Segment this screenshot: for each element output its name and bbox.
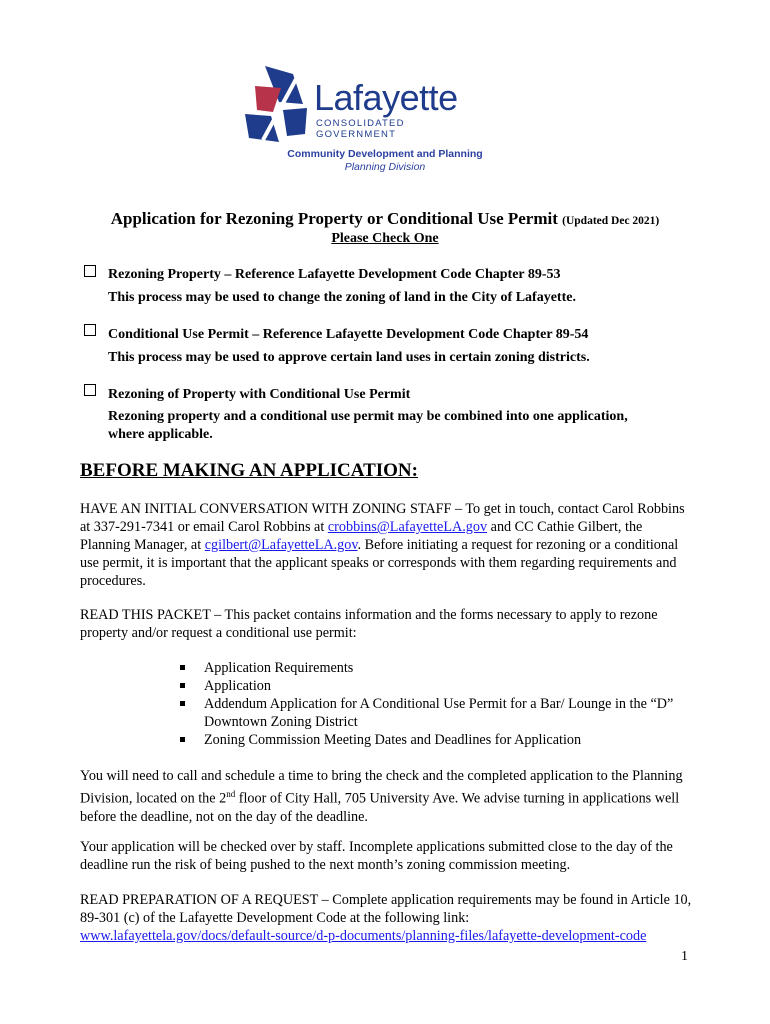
option-combined-label: Rezoning of Property with Conditional Use Permit: [108, 387, 411, 402]
rezoning-with-cup-checkbox[interactable]: [84, 384, 96, 396]
bullet-icon: [180, 737, 185, 742]
list-item-text: Addendum Application for A Conditional Use Permit for a Bar/ Lounge in the “D” Downtown Zoning District: [204, 696, 674, 730]
list-item-text: Zoning Commission Meeting Dates and Deadlines for Application: [204, 732, 582, 748]
list-item: [180, 659, 700, 677]
department-name: Community Development and Planning: [287, 148, 483, 160]
paragraph-zoning-staff: [80, 500, 695, 590]
logo-name: Lafayette: [314, 77, 458, 118]
paragraph-preparation: [80, 891, 695, 945]
page-number: 1: [681, 949, 688, 964]
list-item: [180, 731, 700, 749]
conditional-use-checkbox[interactable]: [84, 324, 96, 336]
division-name: Planning Division: [344, 161, 426, 173]
bullet-icon: [180, 701, 185, 706]
title-updated: (Updated Dec 2021): [562, 215, 660, 227]
option-rezoning-label: Rezoning Property – Reference Lafayette Development Code Chapter 89-53: [108, 267, 561, 282]
lafayette-logo: [243, 64, 463, 144]
logo-subtitle: CONSOLIDATED GOVERNMENT: [316, 118, 405, 140]
p3-text-b: floor of City Hall, 705 University Ave. We advise turning in applications well before the deadline, not on the day of the deadline.: [80, 790, 680, 825]
paragraph-checked-by-staff: Your application will be checked over by staff. Incomplete applications submitted close to the day of the deadline run the risk of being pushed to the next month’s zoning commission meeting.: [80, 839, 673, 873]
title-main: Application for Rezoning Property or Conditional Use Permit: [110, 209, 558, 228]
check-one-instruction: Please Check One: [331, 231, 439, 246]
rezoning-checkbox[interactable]: [84, 265, 96, 277]
bullet-icon: [180, 665, 185, 670]
bullet-icon: [180, 683, 185, 688]
page-title: [0, 209, 770, 229]
logo-mark-icon: [243, 64, 313, 144]
option-conditional-label: Conditional Use Permit – Reference Lafayette Development Code Chapter 89-54: [108, 327, 589, 342]
p5-text: READ PREPARATION OF A REQUEST – Complete application requirements may be found in Article 10, 89-301 (c) of the Lafayette Development Code at the following link:: [80, 892, 692, 926]
development-code-link[interactable]: www.lafayettela.gov/docs/default-source/d-p-documents/planning-files/lafayette-development-code: [80, 928, 647, 944]
email-link-crobbins[interactable]: crobbins@LafayetteLA.gov: [327, 519, 488, 535]
packet-list: [180, 659, 700, 749]
list-item: [180, 695, 700, 731]
paragraph-schedule: [80, 767, 695, 826]
option-conditional-description: This process may be used to approve certain land uses in certain zoning districts.: [108, 350, 590, 365]
list-item-text: Application Requirements: [204, 660, 354, 676]
list-item-text: Application: [204, 678, 271, 694]
paragraph-read-packet: READ THIS PACKET – This packet contains information and the forms necessary to apply to rezone property and/or request a conditional use permit:: [80, 607, 658, 641]
p3-superscript: nd: [226, 789, 236, 799]
option-rezoning-description: This process may be used to change the zoning of land in the City of Lafayette.: [108, 290, 576, 305]
option-combined-description: Rezoning property and a conditional use permit may be combined into one application,: [108, 409, 628, 424]
option-combined-description-2: where applicable.: [108, 427, 213, 442]
list-item: [180, 677, 700, 695]
section-heading: BEFORE MAKING AN APPLICATION:: [80, 460, 418, 481]
email-link-cgilbert[interactable]: cgilbert@LafayetteLA.gov: [204, 537, 358, 553]
p1-text-a: HAVE AN INITIAL CONVERSATION WITH ZONING STAFF – To get in touch, contact Carol Robbins at 337-291-7341 or email Carol Robbins at: [80, 501, 685, 535]
p1-text-c: . Before initiating a request for rezoning or a conditional use permit, it is important that the applicant speaks or corresponds with them regarding requirements and procedures.: [80, 537, 679, 589]
p3-text-a: You will need to call and schedule a time to bring the check and the completed application to the Planning Division, located on the 2: [80, 768, 683, 807]
p1-text-b: and CC Cathie Gilbert, the Planning Manager, at: [80, 519, 643, 553]
